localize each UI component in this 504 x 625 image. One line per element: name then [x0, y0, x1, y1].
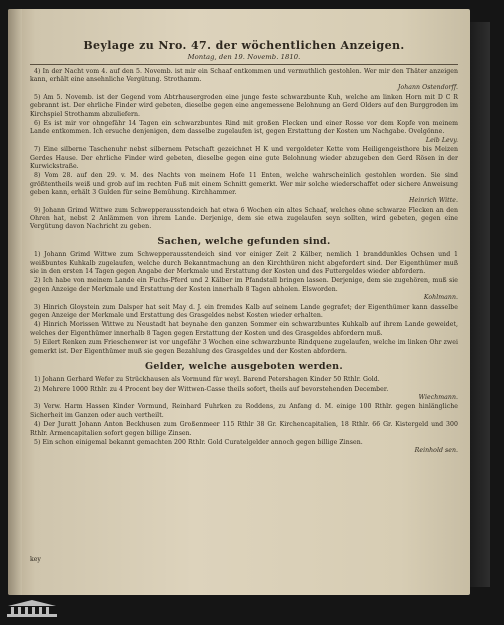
notice-entry [30, 376, 458, 384]
notice-entry [30, 304, 458, 320]
notice-text: 5) Eilert Renken zum Frieschenwer ist vor ungefähr 3 Wochen eine schwarzbunte Rindquene zugelaufen, welche im linken Ohr zwei gemerkt ist. Der Eigenthümer muß sie gegen Bezahlung des Grasgeldes und der Kosten abfordern. [30, 339, 458, 355]
notice-text: 1) Johann Grimd Wittwe zum Schwepperausstendeich sind vor einiger Zeit 2 Kälber, nemlich 1 branddunkles Ochsen und 1 weißbuntes Kuhkalb zugelaufen, welche durch Bekanntmachung an den Kirchthüren nicht abgefordert sind. Der Eigenthümer muß sie in den ersten 14 Tagen gegen Angabe der Merkmale und Erstattung der Kosten und des Futtergeldes wieder abfordern. [30, 251, 458, 275]
book-edge [470, 22, 490, 587]
notice-signature: Wiechmann. [418, 393, 458, 401]
notice-entry [30, 94, 458, 119]
notice-signature: Kohlmann. [423, 293, 458, 301]
notice-text: 8) Vom 28. auf den 29. v. M. des Nachts von meinem Hofe 11 Enten, welche wahrscheinlich gestohlen worden. Sie sind größtentheils weiß und grob auf im rechten Fuß mit einem Schnitt gemerkt. Wer mir solche wiederschaffet oder sichere Anweisung geben kann, erhält 3 Gulden für seine Bemühung. Kirchhammer. [30, 172, 458, 196]
notice-text: 3) Hinrich Gloystein zum Dalsper hat seit May d. J. ein fremdes Kalb auf seinem Lande gegrafet; der Eigenthümer kann dasselbe gegen Anzeige der Merkmale und Erstattung des Grasgeldes nebst Kosten wieder erhalten. [30, 303, 458, 319]
notice-text: 9) Johann Grimd Wittwe zum Schwepperausstendeich hat etwa 6 Wochen ein altes Schaaf, welches ohne schwarze Flecken an den Ohren hat, nebst 2 Anlämmen von ihrem Lande. Derjenige, dem sie etwa zugelaufen seyn sollten, wird gebeten, gegen eine Vergütung davon Nachricht zu geben. [30, 206, 458, 231]
notice-text: 6) Es ist mir vor ohngefähr 14 Tagen ein schwarzbuntes Rind mit großen Flecken und einer Rosse vor dem Kopfe von meinem Lande entkommen. Ich ersuche denjenigen, dem dasselbe zugelaufen ist, gegen Erstattung der Kosten um Nachgabe. Ovelgönne. [30, 120, 458, 136]
notices-found [30, 251, 458, 355]
notice-text: 4) In der Nacht vom 4. auf den 5. Novemb. ist mir ein Schaaf entkommen und vermuthlich gestohlen. Wer mir den Thäter anzeigen kann, erhält eine ansehnliche Vergütung. Strothamm. [30, 68, 458, 84]
notice-text: 1) Johann Gerhard Wefer zu Strückhausen als Vormund für weyl. Barend Petershagen Kinder 50 Rthlr. Gold. [34, 375, 380, 383]
notice-entry [30, 339, 458, 355]
notice-entry [30, 277, 458, 302]
notice-text: 2) Ich habe von meinem Lande ein Fuchs-Pferd und 2 Kälber im Pfandstall bringen lassen. Derjenige, dem sie zugehören, muß sie gegen Anzeige der Merkmale und Erstattung der Kosten innerhalb 8 Tagen abholen. Elsworden. [30, 277, 458, 293]
notice-text: 2) Mehrere 1000 Rthlr. zu 4 Procent bey der Wittwen-Casse theils sofort, theils auf bevorstehenden December. [34, 385, 389, 393]
notice-entry [30, 68, 458, 93]
notice-text: 5) Ein schon einigemal bekannt gemachten 200 Rthlr. Gold Curatelgelder annoch gegen billige Zinsen. [34, 439, 363, 447]
notice-entry [30, 403, 458, 419]
notice-text: 4) Der Juratt Johann Anton Beckhusen zum Großenmeer 115 Rthlr 38 Gr. Kirchencapitalien, 18 Rthlr. 66 Gr. Kistergeld und 300 Rthlr. Armencapitalien sofort gegen billige Zinsen. [30, 421, 458, 437]
notice-signature: Leib Levy. [425, 136, 458, 144]
title-rule [30, 64, 458, 65]
section-found-heading: Sachen, welche gefunden sind. [157, 236, 331, 248]
catchword: key [30, 556, 41, 563]
notice-signature: Reinhold sen. [414, 447, 458, 455]
notice-entry [30, 321, 458, 337]
notice-signature: Heinrich Witte. [409, 197, 458, 205]
page-spine [8, 9, 22, 595]
notice-entry [30, 421, 458, 437]
notice-text: 3) Verw. Harm Hassen Kinder Vormund, Reinhard Fuhrken zu Roddens, zu Anfang d. M. einige 100 Rthlr. gegen hinlängliche Sicherheit im Ganzen oder auch vertheilt. [30, 403, 458, 419]
notice-entry [30, 207, 458, 232]
notice-text: 4) Hinrich Morissen Wittwe zu Neustadt hat beynahe den ganzen Sommer ein schwarzbuntes Kuhkalb auf ihrem Lande geweidet, welches der Eigenthümer innerhalb 8 Tagen gegen Erstattung der Kosten und des Grasgeldes abfordern muß. [30, 321, 458, 337]
notice-text: 7) Eine silberne Taschenuhr nebst silbernem Petschaft gezeichnet H K und vergoldeter Kette vom Heiligengeisthore bis Meizen Gerdes Hause. Der ehrliche Finder wird gebeten, dieselbe gegen eine gute Belohnung wieder abzugeben den Gerd Rösen in der Kurwickstraße. [30, 146, 458, 170]
notices-money [30, 376, 458, 456]
notice-entry [30, 172, 458, 205]
notice-entry [30, 386, 458, 402]
notice-text: 5) Am 5. Novemb. ist der Gegend vom Abtrhausergroden eine junge feste schwarzbunte Kuh, welche am linken Horn mit D C R gebrannt ist. Der ehrliche Finder wird gebeten, dieselbe gegen eine angemessene Belohnung an Gerd Olders auf den Burggroden im Kirchspiel Strothamm abzuliefern. [30, 94, 458, 118]
notice-entry [30, 120, 458, 145]
notices-lost [30, 68, 458, 231]
page-title: Beylage zu Nro. 47. der wöchentlichen Anzeigen. [83, 39, 405, 52]
text-block [30, 39, 458, 457]
issue-date: Montag, den 19. Novemb. 1810. [187, 53, 301, 61]
library-logo-icon [6, 598, 58, 620]
notice-entry [30, 251, 458, 276]
notice-entry [30, 146, 458, 171]
notice-signature: Johann Ostendorff. [397, 84, 458, 92]
document-page [8, 9, 470, 595]
viewer-bottom-bar [0, 595, 504, 625]
section-lent-heading: Gelder, welche ausgeboten werden. [144, 360, 343, 372]
notice-entry [30, 439, 458, 455]
